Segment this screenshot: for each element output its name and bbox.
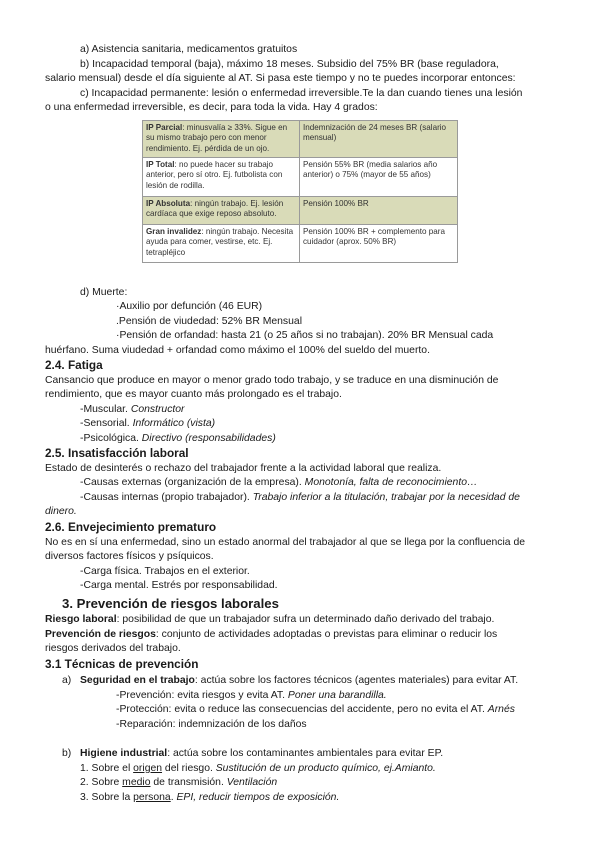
fatigue-item-example: Directivo (responsabilidades) (141, 433, 276, 444)
table-row (143, 197, 458, 225)
fatigue-item-muscular (80, 403, 185, 418)
aging-text-1: No es en sí una enfermedad, sino un estado anormal del trabajador al que se llega por la confluencia de (45, 537, 526, 548)
fatigue-item-example: Informático (vista) (132, 418, 216, 429)
table-row (143, 225, 458, 263)
external-causes-example: Monotonía, falta de reconocimiento… (304, 477, 478, 488)
item-b-incapacidad-temporal: b) Incapacidad temporal (baja), máximo 18 meses. Subsidio del 75% BR (base reguladora, (80, 59, 499, 70)
grade-title: IP Absoluta (146, 199, 191, 208)
technique-a-prevencion (116, 689, 387, 704)
prevention-heading: 3. Prevención de riesgos laborales (62, 596, 279, 611)
item-a-asistencia: a) Asistencia sanitaria, medicamentos gratuitos (80, 44, 298, 55)
risk-term: Riesgo laboral (45, 614, 117, 625)
grade-cell (143, 197, 300, 225)
grade-title: IP Parcial (146, 123, 183, 132)
dissatisfaction-heading: 2.5. Insatisfacción laboral (45, 446, 189, 460)
external-causes (80, 476, 477, 491)
internal-causes-cont (45, 505, 77, 520)
b1-suffix: del riesgo. (162, 763, 216, 774)
grade-desc: : ningún trabajo. Ej. lesión cardíaca que exige reposo absoluto. (146, 199, 284, 219)
grade-title: Gran invalidez (146, 227, 202, 236)
fatigue-text-1: Cansancio que produce en mayor o menor grado todo trabajo, y se traduce en una disminución de (45, 375, 499, 386)
fatigue-item-example: Constructor (130, 404, 185, 415)
b1-keyword: origen (133, 763, 163, 774)
grade-desc: : ningún trabajo. Necesita ayuda para comer, vestirse, etc. Ej. tetrapléjico (146, 227, 294, 257)
technique-a-def: : actúa sobre los factores técnicos (agentes materiales) para evitar AT. (194, 675, 519, 686)
grade-cell (143, 225, 300, 263)
prevention-def: : conjunto de actividades adoptadas o previstas para eliminar o reducir los (155, 629, 498, 640)
technique-b-medio (80, 776, 277, 791)
external-causes-label: -Causas externas (organización de la empresa). (80, 477, 305, 488)
technique-b-persona (80, 791, 339, 806)
aging-item-physical: -Carga física. Trabajos en el exterior. (80, 566, 250, 577)
benefit-cell: Pensión 55% BR (media salarios año anterior) o 75% (mayor de 55 años) (300, 158, 458, 197)
prevention-definition (45, 628, 497, 643)
fatigue-heading: 2.4. Fatiga (45, 358, 103, 372)
b3-keyword: persona (133, 792, 171, 803)
technique-a1-example: Poner una barandilla. (287, 690, 387, 701)
b2-example: Ventilación (226, 777, 278, 788)
aging-item-mental: -Carga mental. Estrés por responsabilidad. (80, 580, 278, 591)
table-row (143, 121, 458, 158)
internal-causes-example: Trabajo inferior a la titulación, trabajar por la necesidad de (252, 492, 520, 503)
grade-title: IP Total (146, 160, 175, 169)
b1-prefix: 1. Sobre el (80, 763, 134, 774)
fatigue-item-label: -Muscular. (80, 404, 131, 415)
technique-b-def: : actúa sobre los contaminantes ambientales para evitar EP. (167, 748, 444, 759)
death-item-orfandad-cont: huérfano. Suma viudedad + orfandad como máximo el 100% del sueldo del muerto. (45, 345, 430, 356)
b3-prefix: 3. Sobre la (80, 792, 134, 803)
grade-cell (143, 121, 300, 158)
prevention-definition-cont: riesgos derivados del trabajo. (45, 643, 181, 654)
internal-causes (80, 491, 520, 506)
internal-causes-example-cont: dinero. (45, 506, 77, 517)
aging-text-2: diversos factores físicos y psíquicos. (45, 551, 214, 562)
fatigue-item-label: -Sensorial. (80, 418, 133, 429)
techniques-heading: 3.1 Técnicas de prevención (45, 657, 199, 671)
fatigue-text-2: rendimiento, que es mayor cuanto más prolongado es el trabajo. (45, 389, 342, 400)
table-row (143, 158, 458, 197)
fatigue-item-label: -Psicológica. (80, 433, 142, 444)
technique-a (80, 674, 518, 689)
technique-a-marker: a) (62, 675, 72, 686)
technique-b-marker: b) (62, 748, 72, 759)
internal-causes-label: -Causas internas (propio trabajador). (80, 492, 253, 503)
technique-b-origen (80, 762, 436, 777)
technique-a2-example: Arnés (487, 704, 515, 715)
benefit-cell: Pensión 100% BR (300, 197, 458, 225)
aging-heading: 2.6. Envejecimiento prematuro (45, 520, 217, 534)
item-c-continuation: o una enfermedad irreversible, es decir, para toda la vida. Hay 4 grados: (45, 102, 378, 113)
b3-suffix: . (170, 792, 177, 803)
prevention-term: Prevención de riesgos (45, 629, 156, 640)
technique-a2-label: -Protección: evita o reduce las consecuencias del accidente, pero no evita el AT. (116, 704, 488, 715)
grade-cell (143, 158, 300, 197)
grade-desc: : no puede hacer su trabajo anterior, pero sí otro. Ej. futbolista con lesión de rodilla. (146, 160, 283, 190)
benefit-cell: Pensión 100% BR + complemento para cuidador (aprox. 50% BR) (300, 225, 458, 263)
risk-def: : posibilidad de que un trabajador sufra un determinado daño derivado del trabajo. (116, 614, 495, 625)
b3-example: EPI, reducir tiempos de exposición. (176, 792, 340, 803)
item-c-incapacidad-permanente: c) Incapacidad permanente: lesión o enfermedad irreversible.Te la dan cuando tienes una lesión (80, 88, 523, 99)
death-item-orfandad: ·Pensión de orfandad: hasta 21 (o 25 años si no trabajan). 20% BR Mensual cada (116, 330, 494, 341)
dissatisfaction-text: Estado de desinterés o rechazo del trabajador frente a la actividad laboral que realiza. (45, 463, 442, 474)
b2-keyword: medio (122, 777, 151, 788)
b1-example: Sustitución de un producto químico, ej.Amianto. (215, 763, 436, 774)
technique-b (80, 747, 443, 762)
b2-suffix: de transmisión. (150, 777, 227, 788)
fatigue-item-sensorial (80, 417, 215, 432)
death-item-auxilio: ·Auxilio por defunción (46 EUR) (116, 301, 263, 312)
incapacity-grades-table (142, 120, 458, 263)
technique-b-term: Higiene industrial (80, 748, 168, 759)
benefit-cell: Indemnización de 24 meses BR (salario mensual) (300, 121, 458, 158)
technique-a-term: Seguridad en el trabajo (80, 675, 195, 686)
technique-a-proteccion (116, 703, 515, 718)
item-b-continuation: salario mensual) desde el día siguiente al AT. Si pasa este tiempo y no te puedes incorporar entonces: (45, 73, 516, 84)
technique-a1-label: -Prevención: evita riesgos y evita AT. (116, 690, 288, 701)
grade-desc: : minusvalía ≥ 33%. Sigue en su mismo trabajo pero con menor rendimiento. Ej. pérdida de un ojo. (146, 123, 288, 153)
risk-definition (45, 613, 494, 628)
b2-prefix: 2. Sobre (80, 777, 123, 788)
fatigue-item-psicologica (80, 432, 276, 447)
death-heading: d) Muerte: (80, 287, 128, 298)
death-item-viudedad: .Pensión de viudedad: 52% BR Mensual (116, 316, 302, 327)
technique-a-reparacion: -Reparación: indemnización de los daños (116, 719, 307, 730)
